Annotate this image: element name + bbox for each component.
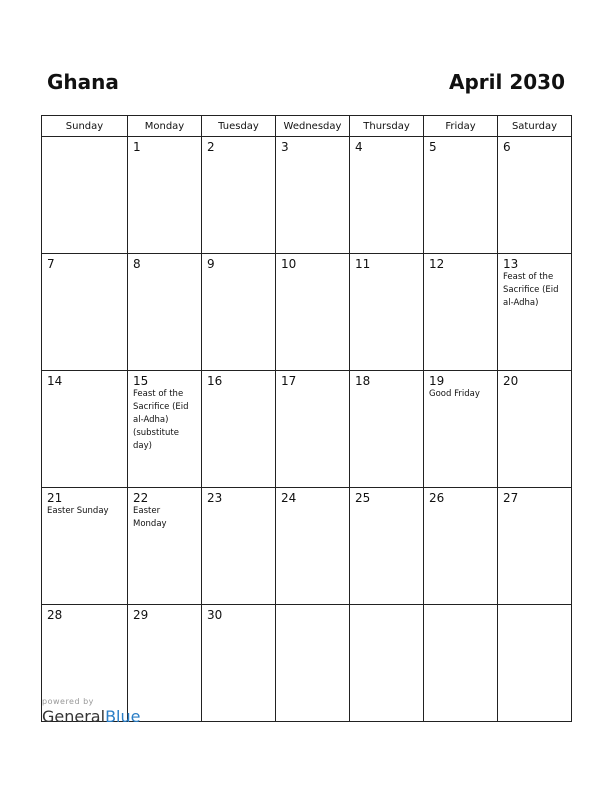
day-cell xyxy=(424,605,498,722)
week-row xyxy=(42,137,572,254)
day-number: 15 xyxy=(133,374,149,388)
holiday-label: Easter Monday xyxy=(133,506,167,529)
logo-general: General xyxy=(42,707,106,726)
day-cell xyxy=(276,605,350,722)
day-cell xyxy=(276,488,350,605)
day-cell xyxy=(42,137,128,254)
day-number: 27 xyxy=(503,491,519,505)
day-cell xyxy=(350,254,424,371)
day-number: 6 xyxy=(503,140,511,154)
day-number: 26 xyxy=(429,491,445,505)
day-number: 17 xyxy=(281,374,297,388)
day-cell xyxy=(202,488,276,605)
day-cell xyxy=(128,488,202,605)
day-number: 7 xyxy=(47,257,55,271)
weekday-header-row xyxy=(42,116,572,137)
day-cell xyxy=(202,254,276,371)
holiday-label: Feast of the Sacrifice (Eid al-Adha) (substitute day) xyxy=(133,389,189,451)
day-number: 30 xyxy=(207,608,223,622)
day-cell xyxy=(202,371,276,488)
day-cell xyxy=(202,137,276,254)
day-cell xyxy=(128,137,202,254)
day-number: 10 xyxy=(281,257,297,271)
powered-by-text: powered by xyxy=(42,697,94,706)
week-row xyxy=(42,254,572,371)
week-row xyxy=(42,488,572,605)
week-row xyxy=(42,371,572,488)
day-cell xyxy=(498,137,572,254)
day-cell xyxy=(276,371,350,488)
calendar-grid xyxy=(41,115,572,722)
day-number: 20 xyxy=(503,374,519,388)
footer-branding xyxy=(42,697,140,726)
holiday-label: Good Friday xyxy=(429,389,480,399)
day-number: 11 xyxy=(355,257,371,271)
day-cell xyxy=(128,254,202,371)
day-cell xyxy=(424,488,498,605)
weekday-wednesday: Wednesday xyxy=(276,116,350,137)
day-number: 12 xyxy=(429,257,445,271)
day-cell xyxy=(350,371,424,488)
day-number: 24 xyxy=(281,491,297,505)
generalblue-logo xyxy=(42,707,140,726)
day-cell xyxy=(498,371,572,488)
day-cell xyxy=(202,605,276,722)
day-cell xyxy=(498,605,572,722)
day-number: 22 xyxy=(133,491,149,505)
day-cell xyxy=(424,137,498,254)
day-cell xyxy=(424,254,498,371)
day-number: 9 xyxy=(207,257,215,271)
country-title: Ghana xyxy=(47,70,119,94)
day-number: 1 xyxy=(133,140,141,154)
day-cell xyxy=(350,488,424,605)
logo-blue: Blue xyxy=(105,707,141,726)
day-cell xyxy=(350,605,424,722)
day-cell xyxy=(424,371,498,488)
day-cell xyxy=(498,254,572,371)
weekday-friday: Friday xyxy=(424,116,498,137)
day-number: 14 xyxy=(47,374,63,388)
day-number: 28 xyxy=(47,608,63,622)
day-number: 25 xyxy=(355,491,371,505)
weekday-tuesday: Tuesday xyxy=(202,116,276,137)
month-year-title: April 2030 xyxy=(449,70,565,94)
day-number: 4 xyxy=(355,140,363,154)
day-cell xyxy=(128,371,202,488)
weekday-saturday: Saturday xyxy=(498,116,572,137)
weekday-monday: Monday xyxy=(128,116,202,137)
holiday-label: Feast of the Sacrifice (Eid al-Adha) xyxy=(503,272,559,308)
day-number: 2 xyxy=(207,140,215,154)
weekday-sunday: Sunday xyxy=(42,116,128,137)
day-cell xyxy=(498,488,572,605)
day-number: 18 xyxy=(355,374,371,388)
day-number: 8 xyxy=(133,257,141,271)
day-number: 19 xyxy=(429,374,445,388)
holiday-label: Easter Sunday xyxy=(47,506,109,516)
weekday-thursday: Thursday xyxy=(350,116,424,137)
day-cell xyxy=(42,371,128,488)
day-cell xyxy=(276,254,350,371)
day-number: 13 xyxy=(503,257,519,271)
day-number: 5 xyxy=(429,140,437,154)
day-number: 29 xyxy=(133,608,149,622)
day-cell xyxy=(42,254,128,371)
day-number: 16 xyxy=(207,374,223,388)
day-number: 21 xyxy=(47,491,63,505)
day-number: 23 xyxy=(207,491,223,505)
day-cell xyxy=(350,137,424,254)
day-number: 3 xyxy=(281,140,289,154)
day-cell xyxy=(276,137,350,254)
day-cell xyxy=(42,488,128,605)
